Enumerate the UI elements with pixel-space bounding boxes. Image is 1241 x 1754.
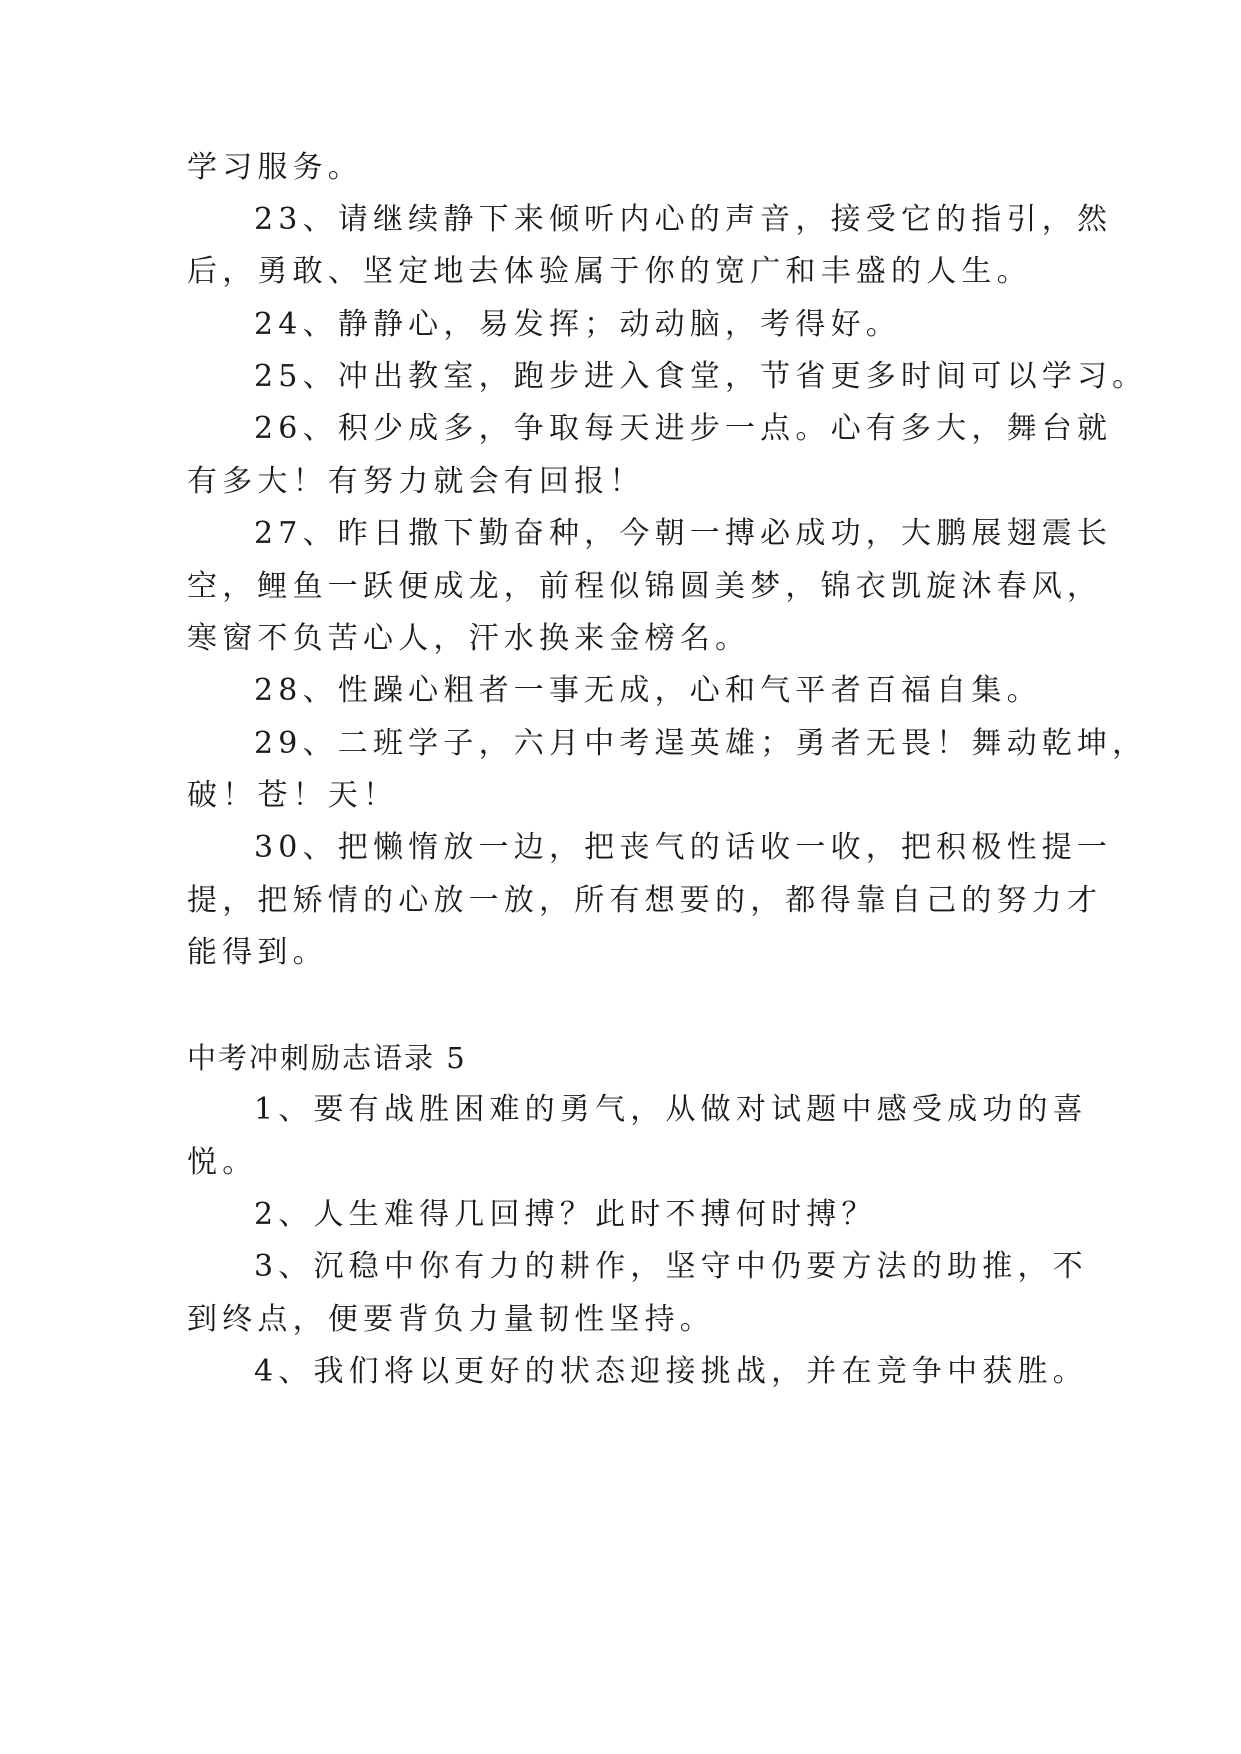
text-line: 寒窗不负苦心人，汗水换来金榜名。 [187, 621, 751, 656]
text-line: 4、我们将以更好的状态迎接挑战，并在竞争中获胜。 [254, 1354, 1088, 1389]
text-line: 3、沉稳中你有力的耕作，坚守中仍要方法的助推，不 [254, 1249, 1088, 1284]
text-line: 28、性躁心粗者一事无成，心和气平者百福自集。 [254, 673, 1042, 708]
text-line: 能得到。 [187, 935, 328, 970]
text-line: 27、昨日撒下勤奋种，今朝一搏必成功，大鹏展翅震长 [254, 516, 1113, 551]
text-line: 25、冲出教室，跑步进入食堂，节省更多时间可以学习。 [254, 359, 1148, 394]
text-line: 悦。 [187, 1145, 258, 1180]
text-line: 30、把懒惰放一边，把丧气的话收一收，把积极性提一 [254, 830, 1113, 865]
text-line: 破！苍！天！ [187, 778, 399, 813]
text-line: 后，勇敢、坚定地去体验属于你的宽广和丰盛的人生。 [187, 254, 1032, 289]
text-line: 26、积少成多，争取每天进步一点。心有多大，舞台就 [254, 411, 1113, 446]
text-line: 2、人生难得几回搏？此时不搏何时搏？ [254, 1197, 877, 1232]
text-line: 空，鲤鱼一跃便成龙，前程似锦圆美梦，锦衣凯旋沐春风， [187, 569, 1103, 604]
text-line: 有多大！有努力就会有回报！ [187, 464, 645, 499]
text-line: 提，把矫情的心放一放，所有想要的，都得靠自己的努力才 [187, 883, 1103, 918]
text-line: 29、二班学子，六月中考逞英雄；勇者无畏！舞动乾坤， [254, 726, 1148, 761]
text-line: 24、静静心，易发挥；动动脑，考得好。 [254, 307, 901, 342]
text-line: 到终点，便要背负力量韧性坚持。 [187, 1302, 715, 1337]
text-line: 1、要有战胜困难的勇气，从做对试题中感受成功的喜 [254, 1092, 1088, 1127]
text-line: 23、请继续静下来倾听内心的声音，接受它的指引，然 [254, 202, 1113, 237]
section-heading: 中考冲刺励志语录 5 [187, 1041, 467, 1075]
text-line: 学习服务。 [187, 150, 363, 185]
